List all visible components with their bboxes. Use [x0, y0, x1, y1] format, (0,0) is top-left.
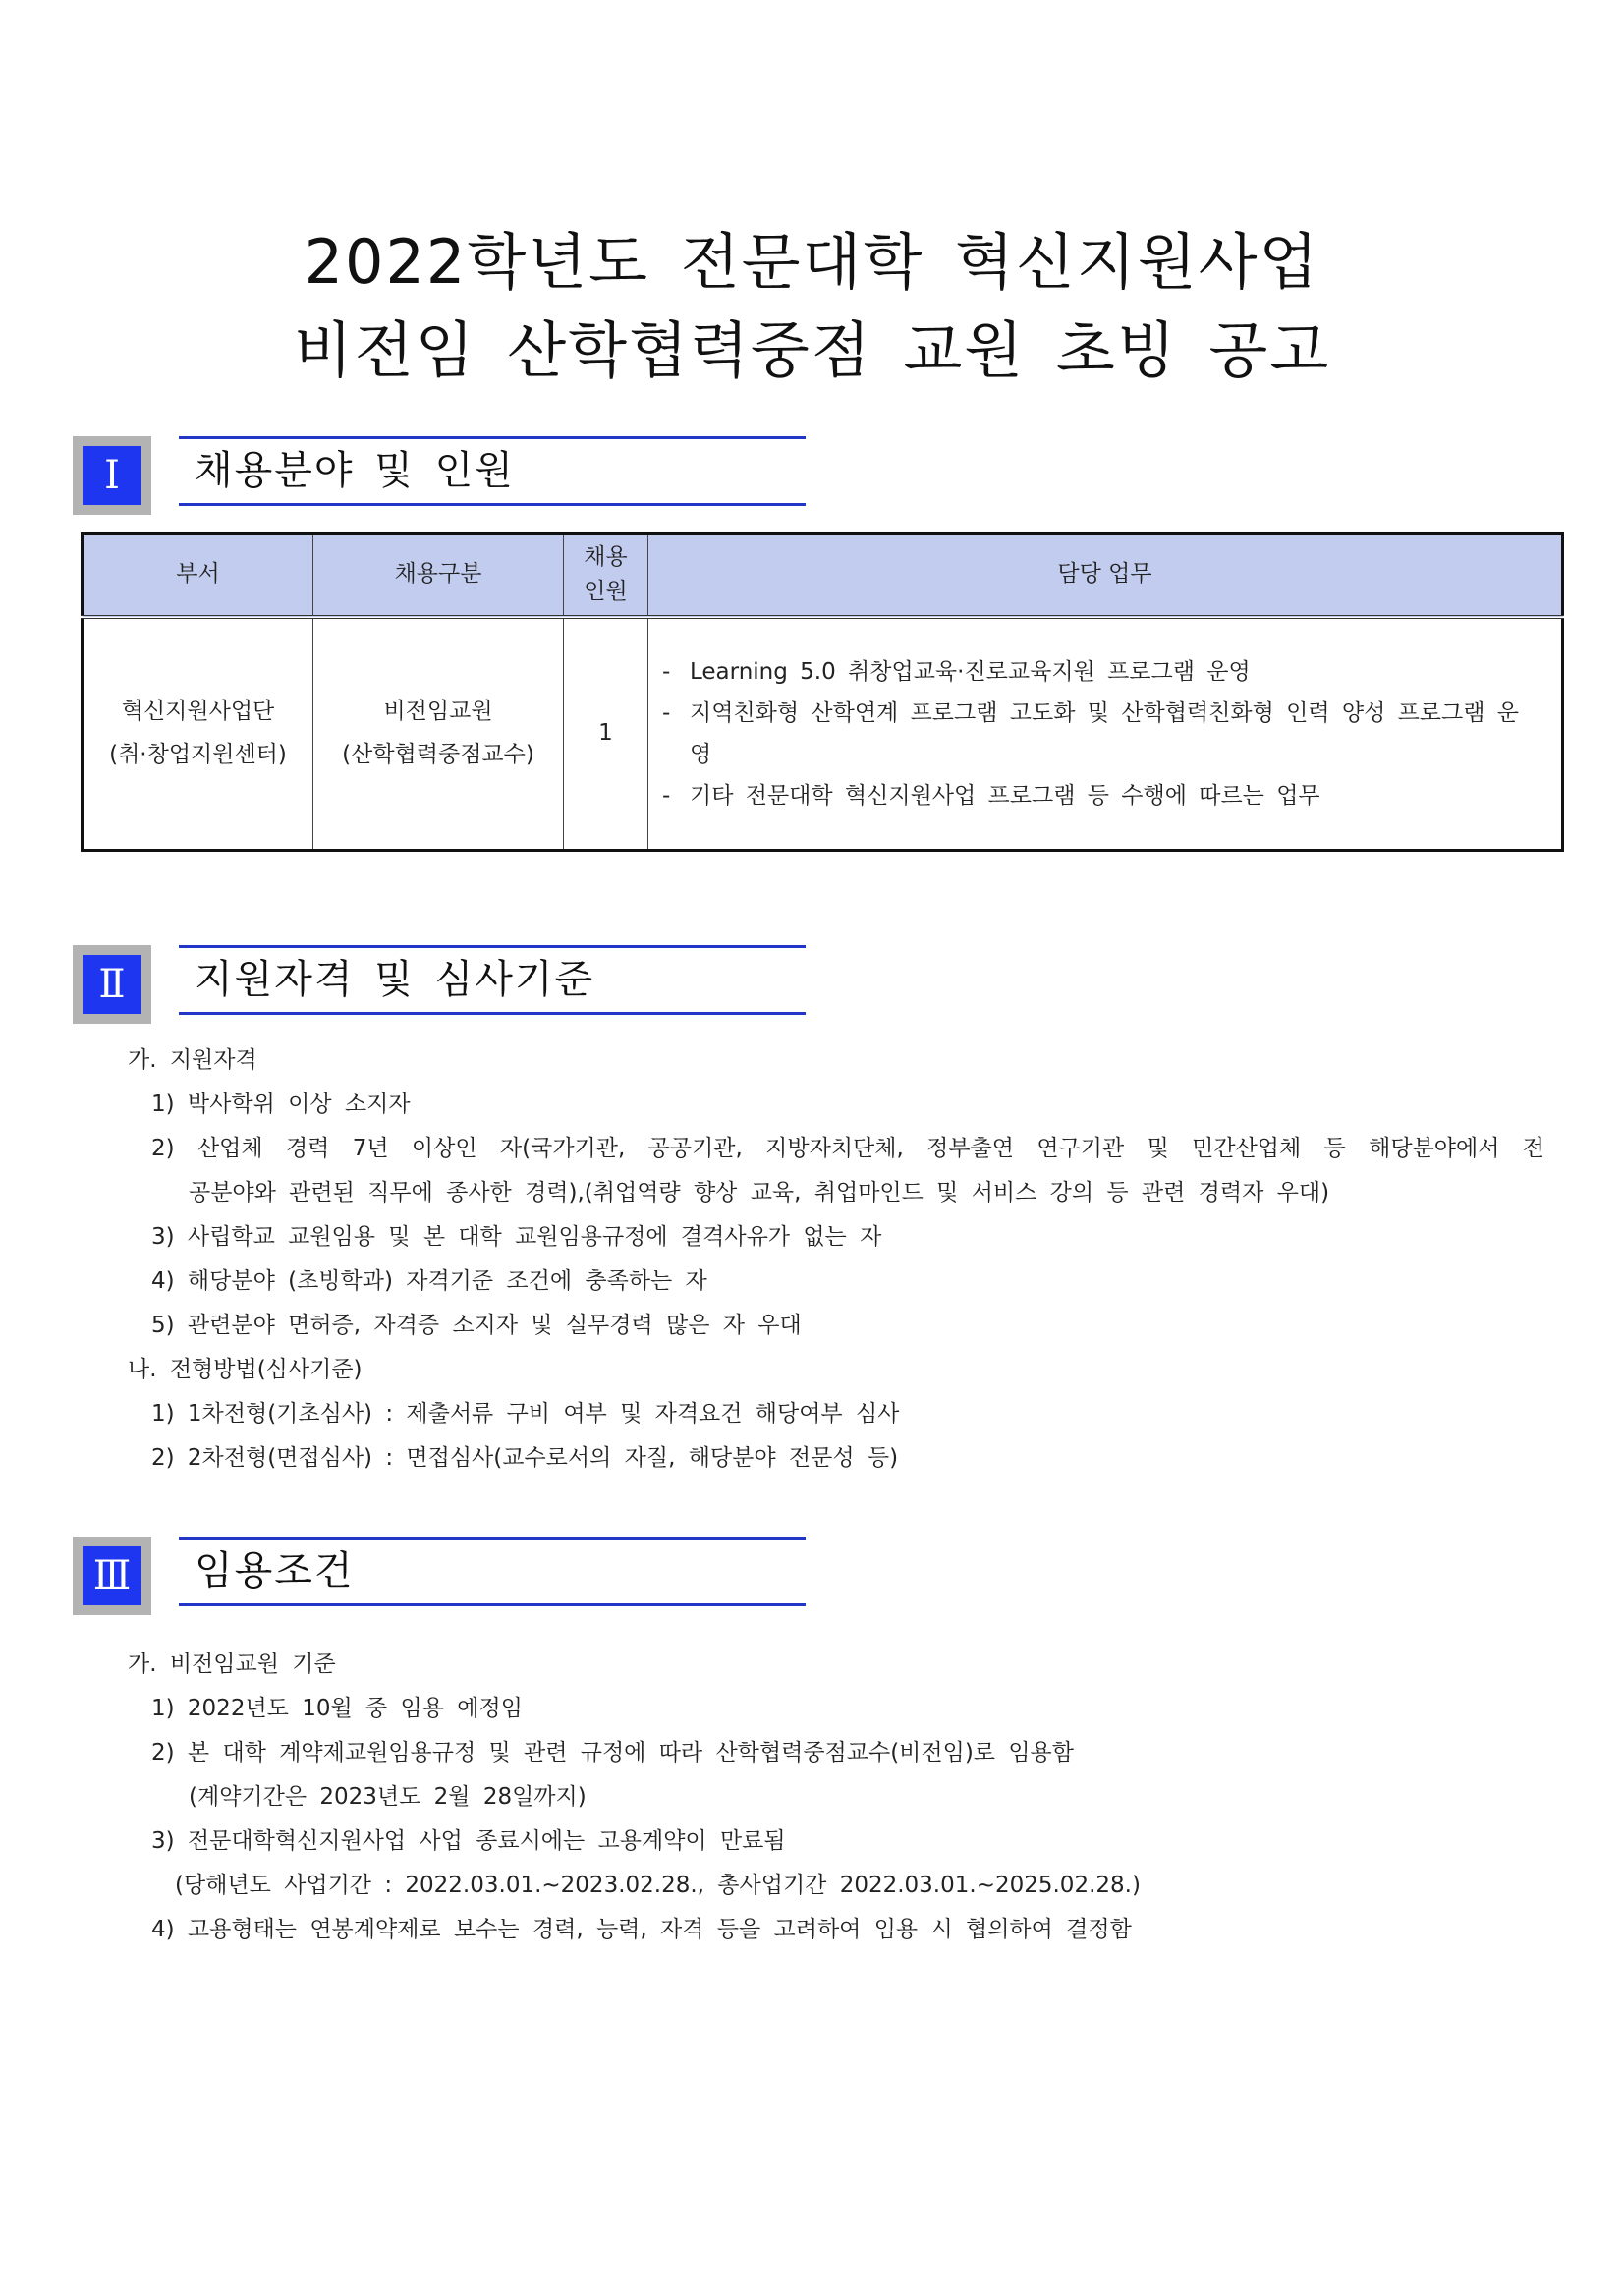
section-1-title: 채용분야 및 인원: [195, 448, 515, 493]
cell-count: 1: [564, 617, 648, 851]
list-item: 1) 1차전형(기초심사) : 제출서류 구비 여부 및 자격요건 해당여부 심사: [151, 1401, 900, 1427]
section-1-numeral-box: [73, 436, 151, 515]
section-3-numeral-box: [73, 1537, 151, 1615]
cell-type-line2: (산학협력중점교수): [342, 741, 534, 767]
section-2-numeral-box: [73, 945, 151, 1024]
cell-dept-line1: 혁신지원사업단: [121, 699, 275, 725]
list-item: 3) 전문대학혁신지원사업 사업 종료시에는 고용계약이 만료됨: [151, 1828, 786, 1854]
document-title-line1: 2022학년도 전문대학 혁신지원사업: [304, 226, 1320, 298]
duty-dash: -: [662, 700, 671, 726]
section-2-header: [73, 945, 819, 1024]
section-1-numeral: Ⅰ: [83, 446, 141, 505]
section-2-title: 지원자격 및 심사기준: [195, 957, 595, 1002]
table-header-row: [83, 534, 1563, 617]
cell-duty: [648, 617, 1563, 851]
cell-type: [313, 617, 564, 851]
list-item: 1) 박사학위 이상 소지자: [151, 1092, 411, 1117]
section-2-bottom-rule: [179, 1012, 806, 1015]
recruitment-table: [81, 532, 1564, 852]
duty-text: 기타 전문대학 혁신지원사업 프로그램 등 수행에 따르는 업무: [690, 782, 1320, 809]
list-item-continuation: (계약기간은 2023년도 2월 28일까지): [189, 1784, 587, 1810]
list-item: 2) 본 대학 계약제교원임용규정 및 관련 규정에 따라 산학협력중점교수(비전임)로 임용함: [151, 1740, 1074, 1765]
header-count: [564, 534, 648, 617]
section-1-top-rule: [179, 436, 806, 439]
section-3-top-rule: [179, 1537, 806, 1540]
section-3-numeral: Ⅲ: [83, 1546, 141, 1605]
section-2-top-rule: [179, 945, 806, 948]
list-item-continuation: (당해년도 사업기간 : 2022.03.01.~2023.02.28., 총사업기간 2022.03.01.~2025.02.28.): [175, 1873, 1141, 1898]
list-item: 2) 산업체 경력 7년 이상인 자(국가기관, 공공기관, 지방자치단체, 정부출연 연구기관 및 민간산업체 등 해당분야에서 전: [151, 1136, 1544, 1161]
duty-dash: -: [662, 782, 671, 809]
section-2-numeral: Ⅱ: [83, 955, 141, 1014]
subsection-b-title: 나. 전형방법(심사기준): [128, 1357, 363, 1382]
table-row: [83, 617, 1563, 851]
duty-item: [662, 775, 1540, 816]
section-1-bottom-rule: [179, 503, 806, 506]
cell-dept-line2: (취·창업지원센터): [109, 741, 287, 767]
duty-dash: -: [662, 658, 671, 685]
document-title-line2: 비전임 산학협력중점 교원 초빙 공고: [293, 314, 1331, 386]
section-3-header: [73, 1537, 819, 1615]
cell-dept: [83, 617, 313, 851]
list-item: 5) 관련분야 면허증, 자격증 소지자 및 실무경력 많은 자 우대: [151, 1313, 802, 1338]
header-type: 채용구분: [313, 534, 564, 617]
cell-type-line1: 비전임교원: [383, 699, 493, 725]
section-3-title: 임용조건: [195, 1548, 355, 1594]
duty-item: [662, 693, 1540, 775]
header-count-line1: 채용: [584, 543, 628, 570]
header-dept: 부서: [83, 534, 313, 617]
list-item-continuation: 공분야와 관련된 직무에 종사한 경력),(취업역량 향상 교육, 취업마인드 및 서비스 강의 등 관련 경력자 우대): [189, 1180, 1330, 1205]
section-3-bottom-rule: [179, 1603, 806, 1606]
list-item: 3) 사립학교 교원임용 및 본 대학 교원임용규정에 결격사유가 없는 자: [151, 1224, 882, 1250]
duty-text: Learning 5.0 취창업교육·진로교육지원 프로그램 운영: [690, 658, 1251, 685]
section-1-header: [73, 436, 819, 515]
header-duty: 담당 업무: [648, 534, 1563, 617]
subsection-a-title: 가. 지원자격: [128, 1047, 257, 1073]
subsection-a-title: 가. 비전임교원 기준: [128, 1652, 336, 1677]
list-item: 1) 2022년도 10월 중 임용 예정임: [151, 1696, 523, 1721]
list-item: 2) 2차전형(면접심사) : 면접심사(교수로서의 자질, 해당분야 전문성 등): [151, 1445, 899, 1471]
duty-item: [662, 651, 1540, 693]
list-item: 4) 고용형태는 연봉계약제로 보수는 경력, 능력, 자격 등을 고려하여 임용 시 협의하여 결정함: [151, 1917, 1132, 1942]
duty-text: 지역친화형 산학연계 프로그램 고도화 및 산학협력친화형 인력 양성 프로그램 운영: [690, 700, 1519, 767]
header-count-line2: 인원: [584, 579, 628, 605]
list-item: 4) 해당분야 (초빙학과) 자격기준 조건에 충족하는 자: [151, 1268, 707, 1294]
